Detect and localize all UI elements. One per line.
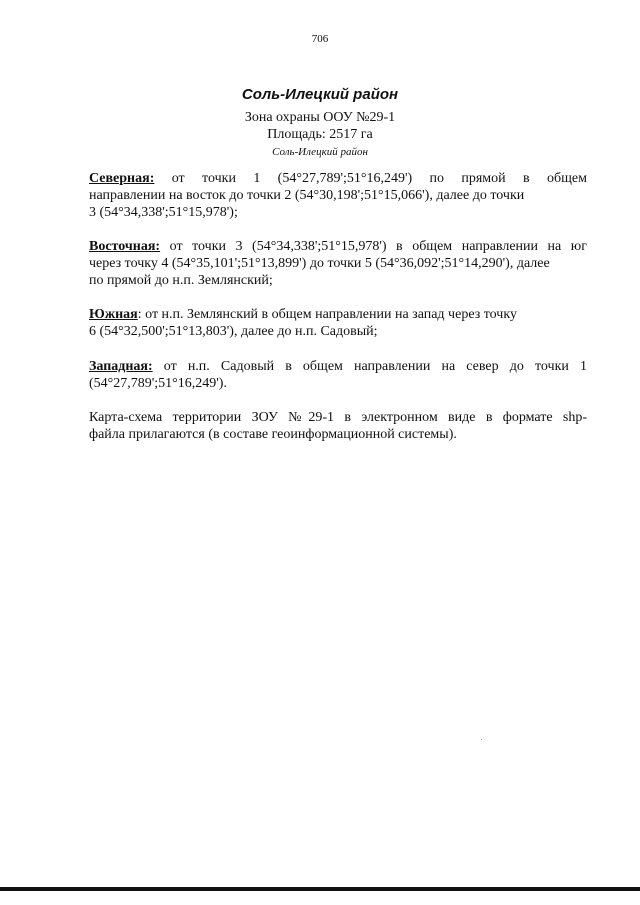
east-boundary-paragraph — [89, 238, 587, 289]
south-boundary-heading: Южная — [89, 307, 138, 322]
bottom-scan-edge — [0, 887, 640, 891]
west-boundary-paragraph — [89, 358, 587, 392]
paragraph-line — [89, 358, 587, 375]
west-boundary-text: от н.п. Садовый в общем направлении на север до точки 1 — [152, 359, 587, 374]
scan-speck — [481, 739, 482, 740]
north-boundary-heading: Северная: — [89, 171, 155, 186]
east-boundary-text: от точки 3 (54°34,338';51°15,978') в общем направлении на юг — [160, 239, 587, 254]
west-boundary-heading: Западная: — [89, 359, 153, 374]
north-boundary-text: от точки 1 (54°27,789';51°16,249') по прямой в общем — [154, 171, 587, 186]
paragraph-line: направлении на восток до точки 2 (54°30,198';51°15,066'), далее до точки — [89, 188, 525, 203]
north-boundary-paragraph — [89, 170, 587, 221]
paragraph-line: по прямой до н.п. Землянский; — [89, 273, 273, 288]
district-title: Соль-Илецкий район — [241, 86, 399, 103]
paragraph-line: 6 (54°32,500';51°13,803'), далее до н.п. Садовый; — [89, 324, 378, 339]
east-boundary-heading: Восточная: — [89, 239, 161, 254]
paragraph-line: через точку 4 (54°35,101';51°13,899') до точки 5 (54°36,092';51°14,290'), далее — [89, 256, 550, 271]
page-number: 706 — [311, 33, 329, 45]
zone-name: Зона охраны ООУ №29-1 — [244, 110, 396, 125]
paragraph-line: Карта-схема территории ЗОУ №29-1 в электронном виде в формате shp- — [89, 410, 587, 425]
paragraph-line: 3 (54°34,338';51°15,978'); — [89, 205, 238, 220]
paragraph-line: файла прилагаются (в составе геоинформационной системы). — [89, 427, 457, 442]
south-boundary-text: : от н.п. Землянский в общем направлении на запад через точку — [137, 307, 517, 322]
paragraph-line — [89, 170, 587, 187]
zone-area: Площадь: 2517 га — [267, 127, 373, 142]
south-boundary-paragraph — [89, 306, 587, 340]
paragraph-line — [89, 306, 587, 323]
footer-note-paragraph — [89, 409, 587, 443]
paragraph-line — [89, 238, 587, 255]
paragraph-line: (54°27,789';51°16,249'). — [89, 376, 227, 391]
zone-district-subtitle: Соль-Илецкий район — [272, 146, 368, 158]
